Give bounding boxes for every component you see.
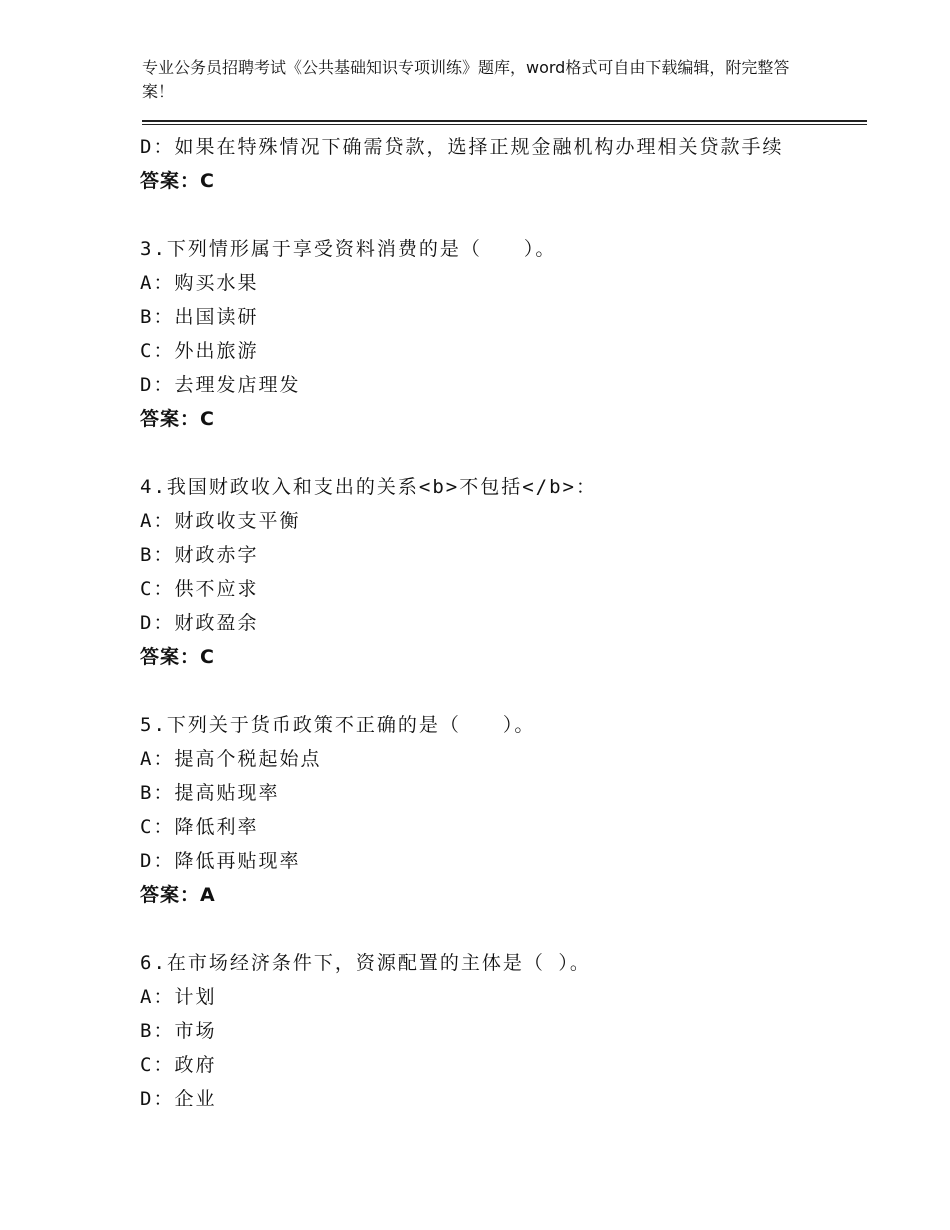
option-c: C：政府 [140, 1054, 217, 1076]
option-d: D：财政盈余 [140, 612, 259, 634]
option-a: A：计划 [140, 986, 217, 1008]
option-c: C：降低利率 [140, 816, 259, 838]
question-stem: 3.下列情形属于享受资料消费的是（ ）。 [140, 238, 557, 260]
answer: 答案：A [140, 884, 216, 906]
option-b: B：出国读研 [140, 306, 259, 328]
prev-option-d: D：如果在特殊情况下确需贷款，选择正规金融机构办理相关贷款手续 [140, 136, 784, 158]
option-d: D：降低再贴现率 [140, 850, 301, 872]
question-3 [140, 232, 865, 436]
option-c: C：外出旅游 [140, 340, 259, 362]
question-stem: 5.下列关于货币政策不正确的是（ ）。 [140, 714, 536, 736]
option-c: C：供不应求 [140, 578, 259, 600]
option-a: A：购买水果 [140, 272, 259, 294]
page-header: 专业公务员招聘考试《公共基础知识专项训练》题库，word格式可自由下载编辑，附完整答案！ [142, 58, 790, 101]
option-a: A：提高个税起始点 [140, 748, 322, 770]
answer: 答案：C [140, 408, 215, 430]
header-rule-thin [142, 124, 867, 125]
question-list [140, 130, 865, 1116]
question-stem: 6.在市场经济条件下，资源配置的主体是（ ）。 [140, 952, 591, 974]
question-5 [140, 708, 865, 912]
header-rule-thick [142, 120, 867, 122]
option-b: B：财政赤字 [140, 544, 259, 566]
option-d: D：企业 [140, 1088, 217, 1110]
option-a: A：财政收支平衡 [140, 510, 301, 532]
option-d: D：去理发店理发 [140, 374, 301, 396]
prev-answer: 答案：C [140, 170, 215, 192]
option-b: B：市场 [140, 1020, 217, 1042]
option-b: B：提高贴现率 [140, 782, 280, 804]
answer: 答案：C [140, 646, 215, 668]
question-6 [140, 946, 865, 1116]
question-stem: 4.我国财政收入和支出的关系<b>不包括</b>： [140, 476, 597, 498]
question-4 [140, 470, 865, 674]
